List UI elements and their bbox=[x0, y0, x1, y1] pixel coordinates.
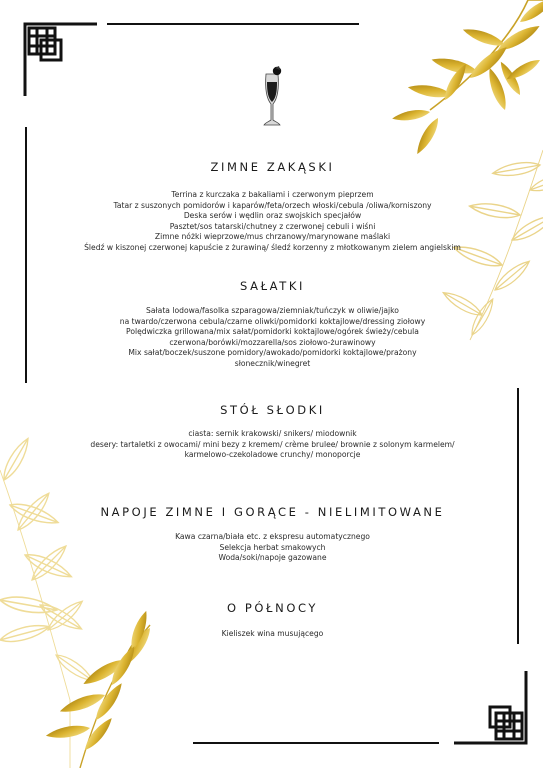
menu-item: Polędwiczka grillowana/mix sałat/pomidorki koktajlowe/ogórek świeży/cebula bbox=[126, 327, 419, 337]
menu-item: Kawa czarna/biała etc. z ekspresu automatycznego bbox=[175, 532, 370, 541]
frame-bottom-line bbox=[193, 742, 439, 744]
chinese-knot-icon bbox=[23, 22, 99, 98]
menu-item: Kieliszek wina musującego bbox=[221, 629, 324, 638]
section-items-napoje bbox=[60, 532, 485, 564]
menu-item: Deska serów i wędlin oraz swojskich specjałów bbox=[183, 211, 362, 221]
section-title-zimne-zakaski: ZIMNE ZAKĄSKI bbox=[210, 160, 335, 174]
menu-item: Mix sałat/boczek/suszone pomidory/awokado/pomidorki koktajlowe/prażony bbox=[128, 348, 417, 358]
section-title-stol-slodki: STÓŁ SŁODKI bbox=[220, 403, 325, 417]
section-title-salatki: SAŁATKI bbox=[240, 279, 305, 293]
menu-item: Zimne nóżki wieprzowe/mus chrzanowy/marynowane maślaki bbox=[154, 232, 391, 242]
section-items-zimne-zakaski bbox=[60, 190, 485, 254]
champagne-glass-icon bbox=[258, 64, 286, 130]
section-title-napoje: NAPOJE ZIMNE I GORĄCE - NIELIMITOWANE bbox=[100, 505, 445, 519]
menu-item: Pasztet/sos tatarski/chutney z czerwonej cebuli i wiśni bbox=[169, 221, 376, 231]
frame-left-line bbox=[25, 127, 27, 383]
menu-item: karmelowo-czekoladowe crunchy/ monoporcje bbox=[184, 450, 361, 460]
menu-item: Terrina z kurczaka z bakaliami i czerwonym pieprzem bbox=[171, 190, 374, 199]
section-title-o-polnocy: O PÓŁNOCY bbox=[226, 601, 319, 615]
menu-item: na twardo/czerwona cebula/czarne oliwki/pomidorki koktajlowe/dressing ziołowy bbox=[119, 316, 426, 326]
menu-item: czerwona/borówki/mozzarella/sos ziołowo-żurawinowy bbox=[169, 337, 376, 347]
menu-item: desery: tartaletki z owocami/ mini bezy z kremem/ crème brulee/ brownie z solonym karmelem/ bbox=[90, 439, 455, 449]
menu-item: Selekcja herbat smakowych bbox=[219, 542, 326, 552]
menu-item: Sałata lodowa/fasolka szparagowa/ziemniak/tuńczyk w oliwie/jajko bbox=[146, 306, 399, 315]
menu-item: ciasta: sernik krakowski/ snikers/ miodownik bbox=[188, 429, 357, 438]
chinese-knot-icon bbox=[452, 669, 528, 745]
menu-item: Śledź w kiszonej czerwonej kapuście z żurawiną/ śledź korzenny z młotkowanym zielem angielskim bbox=[84, 242, 461, 252]
section-items-salatki bbox=[60, 306, 485, 370]
menu-item: Woda/soki/napoje gazowane bbox=[218, 553, 327, 563]
menu-item: Tatar z suszonych pomidorów i kaparów/feta/orzech włoski/cebula /oliwa/korniszony bbox=[113, 200, 432, 210]
section-items-stol-slodki bbox=[60, 429, 485, 461]
section-items-o-polnocy bbox=[60, 629, 485, 640]
frame-right-line bbox=[517, 388, 519, 644]
menu-item: słonecznik/winegret bbox=[234, 358, 311, 368]
frame-top-line bbox=[107, 23, 359, 25]
